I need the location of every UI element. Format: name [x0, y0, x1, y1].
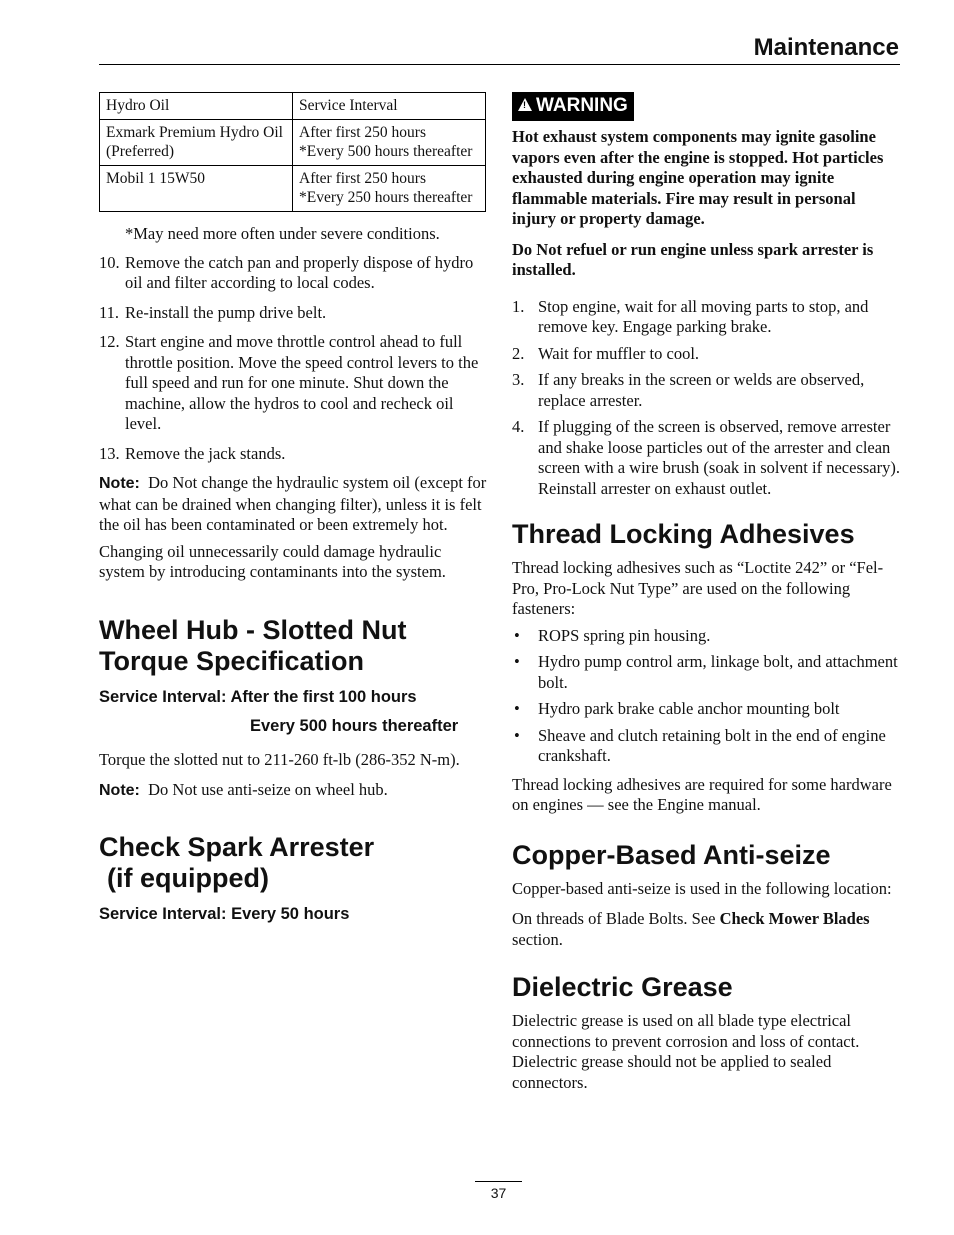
step-item [99, 303, 487, 324]
step-number: 10. [99, 252, 120, 272]
interval-line: After first 250 hours [299, 124, 426, 141]
list-item [512, 626, 902, 647]
heading-line: Torque Specification [99, 645, 365, 676]
step-item [512, 417, 902, 499]
note-label: Note: [99, 782, 140, 799]
step-text: Remove the catch pan and properly dispose of hydro oil and filter according to local codes. [125, 252, 474, 292]
cross-reference: Check Mower Blades [719, 909, 870, 928]
header-rule [99, 64, 900, 65]
interval-value: Every 500 hours thereafter [250, 716, 459, 735]
interval-value: Every 50 hours [231, 904, 350, 923]
bullet-icon: • [514, 625, 520, 645]
bullet-icon: • [514, 725, 520, 745]
table-row [100, 120, 486, 166]
list-item [512, 699, 902, 720]
warning-instruction: Do Not refuel or run engine unless spark arrester is installed. [512, 239, 874, 279]
procedure-steps-left [99, 253, 487, 465]
step-item [99, 332, 487, 435]
step-text: If any breaks in the screen or welds are observed, replace arrester. [538, 370, 865, 410]
list-item-text: Sheave and clutch retaining bolt in the end of engine crankshaft. [538, 725, 886, 765]
interval-line: *Every 250 hours thereafter [299, 189, 473, 206]
footer-rule [475, 1181, 522, 1182]
list-item [512, 726, 902, 767]
step-item [99, 444, 487, 465]
step-text: If plugging of the screen is observed, remove arrester and shake loose particles out of the arrester and clean screen with a wire brush (soak in solvent if necessary). Reinstall arrester on exhaust outlet. [538, 417, 900, 498]
interval-label: Service Interval: [99, 904, 227, 923]
heading-line: Check Spark Arrester [99, 831, 375, 862]
step-number: 11. [99, 302, 120, 322]
table-row [100, 166, 486, 212]
table-footnote: *May need more often under severe conditions. [125, 224, 440, 243]
dielectric-heading: Dielectric Grease [512, 972, 733, 1002]
step-number: 2. [512, 343, 525, 363]
anti-seize-body [512, 909, 902, 950]
thread-locking-outro: Thread locking adhesives are required for some hardware on engines — see the Engine manual. [512, 774, 892, 814]
step-item [512, 297, 902, 338]
thread-locking-intro: Thread locking adhesives such as “Loctite 242” or “Fel-Pro, Pro-Lock Nut Type” are used on the following fasteners: [512, 558, 884, 618]
dielectric-body: Dielectric grease is used on all blade type electrical connections to prevent corrosion and loss of contact. Dielectric grease should not be applied to sealed connectors. [512, 1011, 860, 1092]
list-item [512, 652, 902, 693]
right-column [512, 92, 902, 1099]
interval-value: After the first 100 hours [230, 687, 417, 706]
interval-line: *Every 500 hours thereafter [299, 143, 473, 160]
step-text: Wait for muffler to cool. [538, 343, 700, 363]
warning-triangle-icon: ! [518, 98, 532, 111]
table-header-cell: Hydro Oil [100, 93, 293, 120]
step-number: 13. [99, 443, 120, 463]
step-number: 12. [99, 332, 120, 351]
step-text: Remove the jack stands. [125, 443, 286, 463]
step-item [99, 253, 487, 294]
heading-line: Wheel Hub - Slotted Nut [99, 614, 407, 645]
table-cell-interval [293, 120, 486, 166]
spark-arrester-heading [99, 832, 487, 894]
hydro-oil-table [99, 92, 486, 212]
note-paragraph [99, 473, 487, 536]
warning-label: WARNING [536, 95, 628, 116]
anti-seize-intro: Copper-based anti-seize is used in the following location: [512, 878, 892, 898]
step-item [512, 370, 902, 411]
warning-text: Hot exhaust system components may ignite gasoline vapors even after the engine is stopped. Hot particles exhausted during engine operation may ignite flammable materials. Fire may result in personal injury or property damage. [512, 127, 884, 228]
wheel-hub-body: Torque the slotted nut to 211-260 ft-lb (286-352 N-m). [99, 749, 460, 769]
table-header-row [100, 93, 486, 120]
step-number: 1. [512, 296, 525, 316]
section-header: Maintenance [753, 34, 899, 61]
page-number: 37 [490, 1185, 507, 1201]
table-cell-interval [293, 166, 486, 212]
step-item [512, 344, 902, 365]
list-item-text: Hydro park brake cable anchor mounting bolt [538, 699, 840, 718]
interval-label: Service Interval: [99, 687, 227, 706]
step-number: 3. [512, 370, 525, 389]
thread-locking-heading: Thread Locking Adhesives [512, 519, 855, 549]
table-cell-oil: Mobil 1 15W50 [100, 166, 293, 212]
note-followup: Changing oil unnecessarily could damage hydraulic system by introducing contaminants into the system. [99, 541, 446, 581]
wheel-hub-heading [99, 615, 487, 677]
left-column [99, 92, 487, 924]
spark-arrester-service-interval [99, 904, 487, 924]
step-number: 4. [512, 417, 525, 436]
table-header-cell: Service Interval [293, 93, 486, 120]
note-label: Note: [99, 475, 140, 492]
warning-badge [512, 92, 634, 121]
anti-seize-heading: Copper-Based Anti-seize [512, 839, 831, 870]
step-text: Start engine and move throttle control ahead to full throttle position. Move the speed control levers to the full speed and run for one minute. Shut down the machine, allow the hydros to cool and recheck oil level. [125, 332, 479, 433]
body-text: On threads of Blade Bolts. See [512, 909, 720, 928]
body-text: section. [512, 929, 563, 949]
heading-line: (if equipped) [107, 862, 269, 893]
table-cell-oil: Exmark Premium Hydro Oil (Preferred) [100, 120, 293, 166]
note-text: Do Not change the hydraulic system oil (except for what can be drained when changing filter), unless it is felt the oil has been contaminated or been extremely hot. [99, 473, 487, 534]
step-text: Re-install the pump drive belt. [125, 302, 327, 322]
procedure-steps-right [512, 297, 902, 500]
list-item-text: Hydro pump control arm, linkage bolt, and attachment bolt. [538, 652, 898, 692]
list-item-text: ROPS spring pin housing. [538, 625, 711, 645]
wheel-hub-service-interval [99, 687, 487, 736]
wheel-hub-note [99, 780, 487, 802]
step-text: Stop engine, wait for all moving parts to stop, and remove key. Engage parking brake. [538, 296, 869, 336]
bullet-icon: • [514, 652, 520, 671]
note-text: Do Not use anti-seize on wheel hub. [148, 780, 388, 799]
interval-line: After first 250 hours [299, 170, 426, 187]
fastener-list [512, 626, 902, 767]
bullet-icon: • [514, 699, 520, 718]
